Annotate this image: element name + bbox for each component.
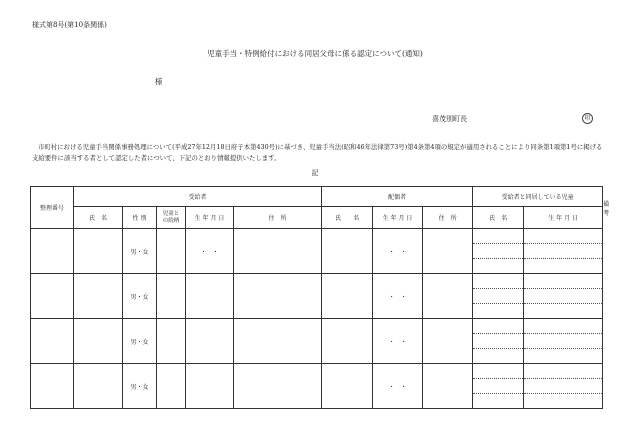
spouse-name-cell[interactable] <box>322 364 373 409</box>
header-spouse-name: 氏 名 <box>322 207 373 229</box>
number-cell[interactable] <box>31 274 74 319</box>
child-name-stack[interactable] <box>473 364 523 408</box>
address-cell[interactable] <box>234 364 322 409</box>
spouse-dob-cell[interactable]: ・ ・ <box>373 274 423 319</box>
address-cell[interactable] <box>234 229 322 274</box>
spouse-address-cell[interactable] <box>423 319 473 364</box>
dob-cell[interactable] <box>186 319 234 364</box>
header-relation: 児童と の続柄 <box>157 207 186 229</box>
address-cell[interactable] <box>234 274 322 319</box>
relation-cell[interactable] <box>157 319 186 364</box>
body-paragraph: 市町村における児童手当関係事務処理について(平成27年12月18日府子本第430号)に基づき、児童手当法(昭和46年法律第73号)第4条第4項の規定が適用されることにより同条第1項第1号に掲げる支給要件に該当する者として認定した者について、下記のとおり情報提供いたします。 <box>32 143 603 162</box>
spouse-name-cell[interactable] <box>322 319 373 364</box>
table-row <box>31 364 603 409</box>
header-spouse-address: 住 所 <box>423 207 473 229</box>
number-cell[interactable] <box>31 319 74 364</box>
relation-cell[interactable] <box>157 364 186 409</box>
spouse-dob-cell[interactable]: ・ ・ <box>373 319 423 364</box>
address-cell[interactable] <box>234 319 322 364</box>
table-row <box>31 274 603 319</box>
header-child-name: 氏 名 <box>473 207 524 229</box>
ki-heading: 記 <box>311 169 319 177</box>
spouse-address-cell[interactable] <box>423 364 473 409</box>
table-row <box>31 319 603 364</box>
number-cell[interactable] <box>31 229 74 274</box>
addressee-suffix: 様 <box>155 77 163 86</box>
dob-cell[interactable] <box>186 274 234 319</box>
child-dob-stack[interactable] <box>524 274 602 318</box>
header-recipient: 受給者 <box>74 187 322 207</box>
header-spouse-dob: 生 年 月 日 <box>373 207 423 229</box>
name-cell[interactable] <box>74 229 123 274</box>
spouse-name-cell[interactable] <box>322 229 373 274</box>
header-cohabiting-child: 受給者と同居している児童 <box>473 187 603 207</box>
spouse-name-cell[interactable] <box>322 274 373 319</box>
spouse-address-cell[interactable] <box>423 274 473 319</box>
header-number: 整理番号 <box>31 187 74 229</box>
header-name: 氏 名 <box>74 207 123 229</box>
child-name-stack[interactable] <box>473 319 523 363</box>
header-spouse: 配偶者 <box>322 187 473 207</box>
child-dob-stack[interactable] <box>524 319 602 363</box>
child-dob-stack[interactable] <box>524 229 602 273</box>
header-gender: 性 別 <box>123 207 157 229</box>
gender-cell[interactable]: 男・女 <box>123 319 157 364</box>
document-title: 児童手当・特例給付における同居父母に係る認定について(通知) <box>207 49 423 58</box>
spouse-dob-cell[interactable]: ・ ・ <box>373 229 423 274</box>
name-cell[interactable] <box>74 274 123 319</box>
dob-cell[interactable]: ・ ・ <box>186 229 234 274</box>
relation-cell[interactable] <box>157 229 186 274</box>
dob-cell[interactable] <box>186 364 234 409</box>
spouse-dob-cell[interactable]: ・ ・ <box>373 364 423 409</box>
child-dob-stack[interactable] <box>524 364 602 408</box>
name-cell[interactable] <box>74 364 123 409</box>
header-address: 住 所 <box>234 207 322 229</box>
table-row <box>31 229 603 274</box>
form-number: 様式第8号(第10条関係) <box>32 21 107 29</box>
header-child-dob: 生 年 月 日 <box>524 207 603 229</box>
gender-cell[interactable]: 男・女 <box>123 364 157 409</box>
seal-stamp: 印 <box>582 113 593 124</box>
relation-cell[interactable] <box>157 274 186 319</box>
gender-cell[interactable]: 男・女 <box>123 274 157 319</box>
sender-name: 喜茂別町長 <box>432 115 467 123</box>
spouse-address-cell[interactable] <box>423 229 473 274</box>
header-dob: 生 年 月 日 <box>186 207 234 229</box>
child-name-stack[interactable] <box>473 274 523 318</box>
gender-cell[interactable]: 男・女 <box>123 229 157 274</box>
number-cell[interactable] <box>31 364 74 409</box>
name-cell[interactable] <box>74 319 123 364</box>
registration-table: 整理番号 受給者 配偶者 受給者と同居している児童 備 考 氏 名 性 別 児童と の続柄 生 年 月 日 住 所 氏 名 生 年 月 日 住 所 氏 名 生 年 月 日 男・女 ・ ・ ・ ・ 男・女 ・ ・ 男・女 ・ ・ 男・女 ・ ・ <box>30 186 603 409</box>
child-name-stack[interactable] <box>473 229 523 273</box>
